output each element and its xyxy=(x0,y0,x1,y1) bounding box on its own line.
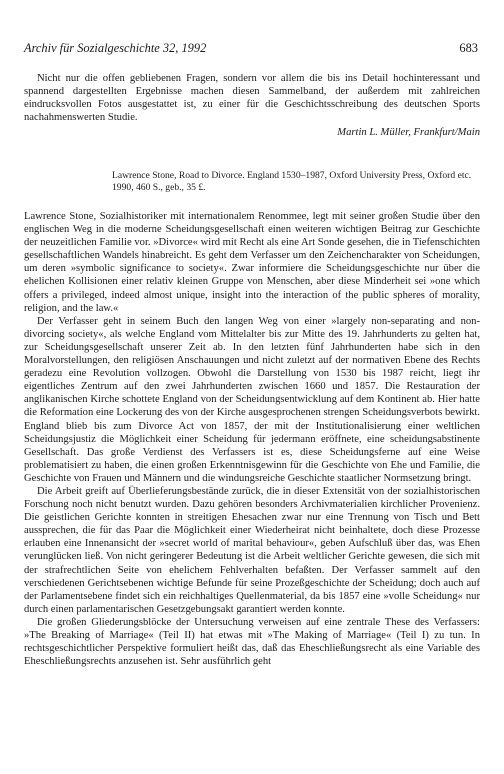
review-body xyxy=(24,210,480,668)
review-paragraph: Lawrence Stone, Sozialhistoriker mit internationalem Renommee, legt mit seiner großen Studie über den englischen Weg in die moderne Scheidungsgesellschaft einen weiteren wichtigen Beitrag zur Geschichte der neuzeitlichen Familie vor. »Divorce« wird mit Recht als eine Art Sonde gesehen, die in Tiefenschichten gesellschaftlichen Wandels hinabreicht. Es geht dem Verfasser um den Zeichencharakter von Scheidungen, um deren »symbolic significance to society«. Zwar informiere die Scheidungsgeschichte nur über die ehelichen Kollisionen einer relativ kleinen Gruppe von Menschen, aber diese Minderheit sei »one which offers a privileged, indeed almost unique, insight into the interaction of the public spheres of morality, religion, and the law.« xyxy=(24,211,480,314)
previous-review-author: Martin L. Müller, Frankfurt/Main xyxy=(337,127,480,138)
review-citation: Lawrence Stone, Road to Divorce. England 1530–1987, Oxford University Press, Oxford etc. 1990, 460 S., geb., 35 £. xyxy=(112,170,472,193)
review-paragraph: Die großen Gliederungsblöcke der Untersuchung verweisen auf eine zentrale These des Verfassers: »The Breaking of Marriage« (Teil II) hat etwas mit »The Making of Marriage« (Teil I) zu tun. In rechtsgeschichtlicher Perspektive formuliert heißt das, daß das Eheschließungsrecht als eine Variable des Eheschließungsrechts anzusehen ist. Sehr ausführlich geht xyxy=(24,616,480,668)
journal-title: Archiv für Sozialgeschichte 32, 1992 xyxy=(24,41,207,55)
running-head xyxy=(24,40,480,56)
review-paragraph: Die Arbeit greift auf Überlieferungsbestände zurück, die in dieser Extensität von der sozialhistorischen Forschung noch nicht benutzt wurden. Dazu gehören besonders Archivmaterialien kirchlicher Provenienz. Die geistlichen Gerichte konnten in streitigen Ehesachen zwar nur eine Trennung von Tisch und Bett aussprechen, die für das Paar die Möglichkeit einer Wiederheirat nicht beinhaltete, doch diese Prozesse erlauben eine Innenansicht der »secret world of marital behaviour«, geben Aufschluß über das, was Ehen verunglücken ließ. Von nicht geringerer Bedeutung ist die Arbeit weltlicher Gerichte gewesen, die sich mit der strafrechtlichen Seite von ehelichem Fehlverhalten befaßten. Der Verfasser sammelt auf den verschiedenen Gerichtsebenen wichtige Befunde für seine Prozeßgeschichte der Scheidung; doch auch auf der Parlamentsebene findet sich ein reichhaltiges Quellenmaterial, da bis 1857 eine »volle Scheidung« nur durch einen parlamentarischen Gesetzgebungsakt garantiert werden konnte. xyxy=(24,485,480,615)
page-number: 683 xyxy=(459,41,478,55)
previous-review-closing-paragraph: Nicht nur die offen gebliebenen Fragen, sondern vor allem die bis ins Detail hochinteressant und spannend dargestellten Ergebnisse machen diesen Sammelband, der außerdem mit zahlreichen eindrucksvollen Fotos ausgestattet ist, zu einer für die Geschichtsschreibung des deutschen Sports nachahmenswerten Studie. xyxy=(24,73,480,124)
review-paragraph: Der Verfasser geht in seinem Buch den langen Weg von einer »largely non-separating and non-divorcing society«, als welche England vom Mittelalter bis zur Mitte des 19. Jahrhunderts zu gelten hat, zur Scheidungsgesellschaft unserer Zeit ab. In den letzten fünf Jahrhunderten habe sich in den Moralvorstellungen, den religiösen Anschauungen und nicht zuletzt auf der normativen Ebene des Rechts geradezu eine Revolution vollzogen. Obwohl die Darstellung von 1530 bis 1987 reicht, liegt ihr eigentliches Zentrum auf den zwei Jahrhunderten zwischen 1660 und 1857. Die Restauration der anglikanischen Kirche schottete England von der Scheidungsentwicklung auf dem Kontinent ab. Hier hatte die Reformation eine Lockerung des von der Kirche ausgesprochenen strengen Scheidungsverbots bewirkt. England blieb bis zum Divorce Act von 1857, der mit der Institutionalisierung einer weltlichen Scheidungsjustiz die Möglichkeit einer Scheidung für jedermann eröffnete, eine scheidungsabstinente Gesellschaft. Das große Verdienst des Verfassers ist es, diese Scheidungsferne auf eine Weise problematisiert zu haben, die einen großen Erkenntnisgewinn für die Geschichte von Ehe und Familie, die Geschichte von Frauen und Männern und die windungsreiche Geschichte staatlicher Normsetzung bringt. xyxy=(24,315,480,484)
